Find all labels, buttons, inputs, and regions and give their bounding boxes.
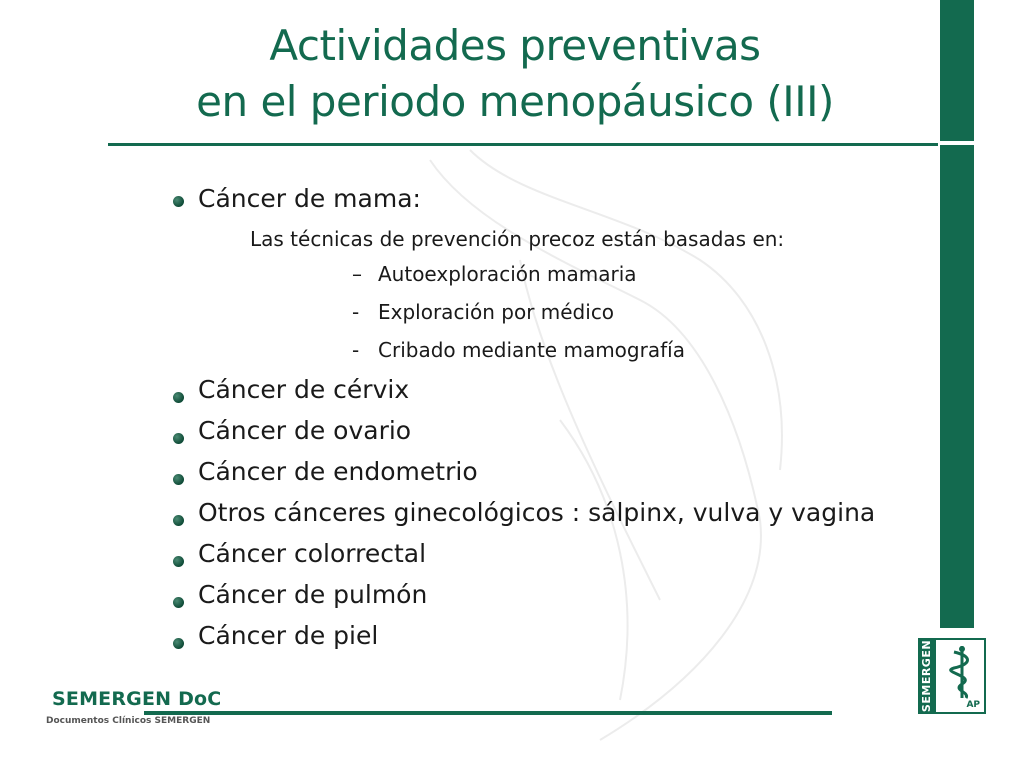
title-divider bbox=[108, 143, 938, 146]
semergen-logo bbox=[918, 638, 986, 714]
footer-brand: SEMERGEN DoC bbox=[52, 688, 222, 710]
bullet-icon bbox=[173, 196, 184, 207]
sub-list-item-text: Exploración por médico bbox=[378, 300, 615, 324]
sub-list-item bbox=[352, 337, 685, 363]
sub-list-item-text: Autoexploración mamaria bbox=[378, 262, 637, 286]
list-item: Cáncer de cérvix bbox=[198, 375, 410, 404]
dash-marker: – bbox=[352, 262, 362, 286]
footer-subtitle: Documentos Clínicos SEMERGEN bbox=[46, 716, 211, 726]
footer-divider bbox=[144, 711, 832, 715]
bullet-icon bbox=[173, 433, 184, 444]
sub-list-item bbox=[352, 299, 614, 325]
dash-marker: - bbox=[352, 300, 360, 324]
bullet-icon bbox=[173, 556, 184, 567]
list-item: Cáncer de endometrio bbox=[198, 457, 478, 486]
list-item: Cáncer de pulmón bbox=[198, 580, 428, 609]
bullet-icon bbox=[173, 474, 184, 485]
list-item: Otros cánceres ginecológicos : sálpinx, vulva y vagina bbox=[198, 498, 876, 527]
sub-list-item-text: Cribado mediante mamografía bbox=[378, 338, 685, 362]
bullet-icon bbox=[173, 515, 184, 526]
bullet-icon bbox=[173, 638, 184, 649]
sub-list-item bbox=[352, 261, 637, 287]
bullet-icon bbox=[173, 597, 184, 608]
logo-ap-badge: AP bbox=[966, 700, 980, 710]
list-item: Cáncer colorrectal bbox=[198, 539, 427, 568]
logo-side-band bbox=[918, 638, 936, 714]
list-item: Cáncer de ovario bbox=[198, 416, 412, 445]
side-bar-divider bbox=[940, 141, 974, 145]
side-accent-bar bbox=[940, 0, 974, 628]
list-item-breast-cancer: Cáncer de mama: bbox=[198, 184, 421, 213]
list-item: Cáncer de piel bbox=[198, 621, 379, 650]
caduceus-icon bbox=[940, 644, 984, 700]
title-line-2: en el periodo menopáusico (III) bbox=[196, 77, 834, 126]
dash-marker: - bbox=[352, 338, 360, 362]
bullet-icon bbox=[173, 392, 184, 403]
logo-vertical-text: SEMERGEN bbox=[920, 639, 933, 713]
breast-cancer-intro: Las técnicas de prevención precoz están basadas en: bbox=[250, 227, 785, 251]
title-line-1: Actividades preventivas bbox=[269, 21, 761, 70]
page-title bbox=[100, 18, 930, 130]
